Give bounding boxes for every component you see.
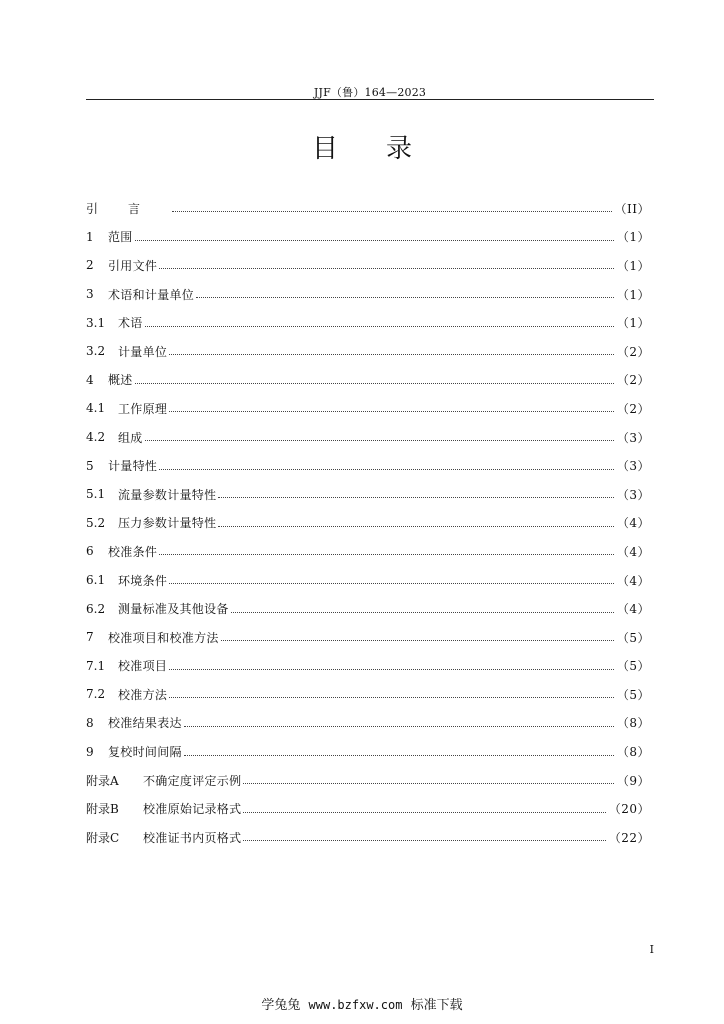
toc-entry[interactable]: [86, 623, 650, 652]
page-number: I: [649, 943, 654, 956]
toc-entry-label: 压力参数计量特性: [118, 516, 217, 531]
toc-entry-number: 附录B: [86, 802, 119, 817]
footer-site-name: 学兔兔: [261, 998, 301, 1013]
toc-leader-dots: [169, 353, 614, 355]
toc-leader-dots: [231, 611, 614, 613]
toc-entry-page: （8）: [616, 745, 650, 760]
toc-entry-page: （8）: [616, 716, 650, 731]
toc-entry-number: 附录A: [86, 773, 119, 788]
toc-entry-number: 3.1: [86, 315, 106, 330]
toc-leader-dots: [145, 325, 614, 327]
toc-entry-label: 校准结果表达: [108, 716, 182, 731]
toc-entry[interactable]: [86, 737, 650, 766]
toc-entry-number: 6.2: [86, 601, 106, 616]
toc-entry[interactable]: [86, 451, 650, 480]
toc-entry-label: 工作原理: [118, 401, 168, 416]
toc-leader-dots: [169, 696, 614, 698]
toc-entry-page: （5）: [616, 630, 650, 645]
toc-entry-label: 复校时间间隔: [108, 745, 182, 760]
toc-entry-label: 测量标准及其他设备: [118, 602, 229, 617]
toc-entry[interactable]: [86, 566, 650, 595]
toc-entry-label: 校准项目: [118, 659, 168, 674]
toc-entry-page: （5）: [616, 687, 650, 702]
document-code-header: JJF（鲁）164—2023: [313, 86, 427, 99]
toc-entry-label: 流量参数计量特性: [118, 487, 217, 502]
toc-entry[interactable]: [86, 766, 650, 795]
toc-leader-dots: [159, 553, 614, 555]
toc-entry-page: （II）: [614, 201, 650, 216]
toc-entry-label: 计量单位: [118, 344, 168, 359]
toc-leader-dots: [169, 410, 614, 412]
toc-entry[interactable]: [86, 280, 650, 309]
toc-entry-label: 范围: [108, 230, 133, 245]
toc-entry-label: 校准原始记录格式: [143, 802, 242, 817]
toc-entry[interactable]: [86, 509, 650, 538]
toc-entry-page: （4）: [616, 544, 650, 559]
toc-entry[interactable]: [86, 594, 650, 623]
toc-entry-number: 4.2: [86, 430, 106, 445]
watermark-footer: [0, 994, 724, 1013]
toc-entry-label: 引用文件: [108, 258, 158, 273]
toc-entry[interactable]: [86, 394, 650, 423]
toc-entry[interactable]: [86, 652, 650, 681]
toc-leader-dots: [169, 668, 614, 670]
toc-entry-number: 6: [86, 544, 94, 559]
toc-entry-page: （2）: [616, 401, 650, 416]
toc-leader-dots: [221, 639, 614, 641]
toc-entry-page: （3）: [616, 430, 650, 445]
toc-entry-page: （3）: [616, 487, 650, 502]
toc-entry[interactable]: [86, 308, 650, 337]
toc-entry-label: 校准方法: [118, 687, 168, 702]
toc-entry-number: 5.2: [86, 515, 106, 530]
toc-entry-page: （4）: [616, 602, 650, 617]
toc-entry-page: （1）: [616, 230, 650, 245]
toc-entry-label: 不确定度评定示例: [143, 773, 242, 788]
toc-leader-dots: [159, 267, 614, 269]
toc-entry[interactable]: [86, 337, 650, 366]
toc-entry-label: 校准项目和校准方法: [108, 630, 219, 645]
toc-entry-label: 概述: [108, 373, 133, 388]
toc-entry-page: （22）: [608, 830, 650, 845]
toc-entry-number: 9: [86, 744, 94, 759]
toc-entry-page: （20）: [608, 802, 650, 817]
toc-entry[interactable]: [86, 537, 650, 566]
toc-entry-number: 附录C: [86, 830, 120, 845]
toc-leader-dots: [159, 468, 614, 470]
toc-leader-dots: [218, 496, 613, 498]
toc-entry[interactable]: [86, 366, 650, 395]
page-title: 目录: [311, 134, 460, 164]
toc-leader-dots: [243, 782, 613, 784]
toc-entry-label: 计量特性: [108, 459, 158, 474]
toc-leader-dots: [218, 525, 613, 527]
footer-url[interactable]: www.bzfxw.com: [308, 998, 403, 1012]
toc-leader-dots: [172, 210, 612, 212]
toc-entry[interactable]: [86, 794, 650, 823]
toc-entry-number: 3.2: [86, 344, 106, 359]
toc-entry[interactable]: [86, 223, 650, 252]
toc-entry[interactable]: [86, 480, 650, 509]
toc-entry[interactable]: [86, 194, 650, 223]
toc-entry-label: 环境条件: [118, 573, 168, 588]
toc-entry-page: （2）: [616, 373, 650, 388]
toc-entry-number: 7.2: [86, 687, 106, 702]
toc-entry-label: 引言: [86, 201, 171, 216]
toc-entry-page: （9）: [616, 773, 650, 788]
toc-entry[interactable]: [86, 251, 650, 280]
toc-entry[interactable]: [86, 709, 650, 738]
toc-entry-number: 5: [86, 458, 94, 473]
toc-leader-dots: [184, 754, 614, 756]
toc-leader-dots: [196, 296, 614, 298]
toc-entry[interactable]: [86, 823, 650, 852]
header-rule: [86, 99, 654, 100]
toc-entry-number: 1: [86, 229, 94, 244]
toc-entry[interactable]: [86, 680, 650, 709]
toc-entry-page: （5）: [616, 659, 650, 674]
toc-leader-dots: [145, 439, 614, 441]
toc-leader-dots: [169, 582, 614, 584]
toc-entry-number: 2: [86, 258, 94, 273]
toc-entry-page: （4）: [616, 516, 650, 531]
toc-entry-page: （1）: [616, 316, 650, 331]
footer-tagline: 标准下载: [410, 998, 463, 1013]
toc-leader-dots: [184, 725, 614, 727]
toc-entry-number: 4.1: [86, 401, 106, 416]
toc-entry-number: 7.1: [86, 658, 106, 673]
toc-entry-label: 校准证书内页格式: [143, 830, 242, 845]
toc-leader-dots: [243, 839, 605, 841]
toc-entry-label: 校准条件: [108, 544, 158, 559]
toc-entry-page: （3）: [616, 459, 650, 474]
table-of-contents: [86, 194, 650, 852]
toc-leader-dots: [135, 239, 614, 241]
toc-entry-page: （4）: [616, 573, 650, 588]
toc-entry[interactable]: [86, 423, 650, 452]
toc-entry-label: 术语和计量单位: [108, 287, 195, 302]
toc-leader-dots: [135, 382, 614, 384]
toc-entry-number: 3: [86, 287, 94, 302]
toc-entry-page: （1）: [616, 287, 650, 302]
toc-entry-page: （2）: [616, 344, 650, 359]
toc-entry-number: 5.1: [86, 487, 106, 502]
toc-entry-label: 组成: [118, 430, 143, 445]
toc-entry-label: 术语: [118, 316, 143, 331]
toc-entry-number: 6.1: [86, 573, 106, 588]
toc-leader-dots: [243, 811, 605, 813]
toc-entry-number: 8: [86, 715, 94, 730]
toc-entry-number: 7: [86, 630, 94, 645]
toc-entry-number: 4: [86, 372, 94, 387]
toc-entry-page: （1）: [616, 258, 650, 273]
